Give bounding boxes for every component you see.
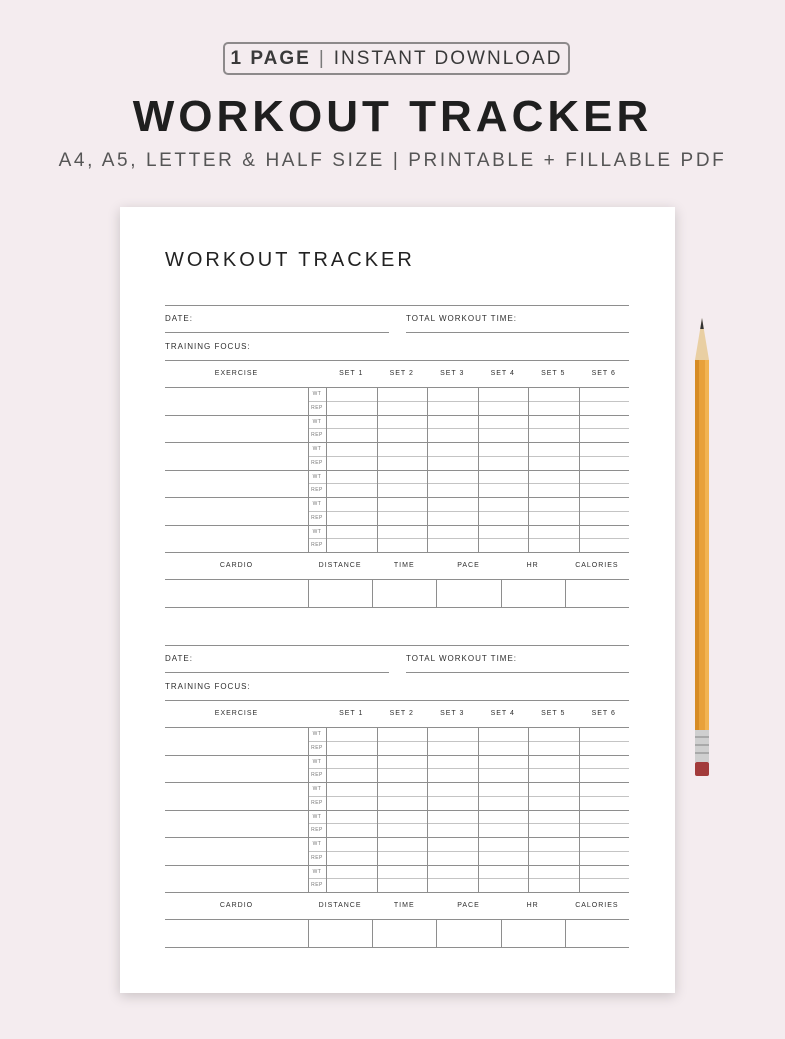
row-tag: WT (312, 418, 322, 425)
set-value-cell[interactable] (326, 755, 377, 769)
row-tag: REP (311, 827, 323, 834)
rule-line (165, 305, 629, 306)
set-value-cell[interactable] (377, 525, 428, 539)
column-divider (436, 579, 437, 607)
set-value-cell[interactable] (377, 851, 428, 865)
set-value-cell[interactable] (528, 456, 579, 470)
set-value-cell[interactable] (478, 483, 529, 497)
set-column-header: SET 5 (541, 710, 566, 717)
cardio-metric-header: PACE (457, 562, 480, 569)
set-value-cell[interactable] (377, 727, 428, 741)
set-value-cell[interactable] (377, 741, 428, 755)
set-value-cell[interactable] (427, 497, 478, 511)
set-value-cell[interactable] (377, 837, 428, 851)
set-value-cell[interactable] (579, 782, 630, 796)
rule-line (165, 700, 629, 701)
date-label: DATE: (165, 314, 193, 323)
set-column-header: SET 3 (440, 710, 465, 717)
set-column-header: SET 2 (389, 710, 414, 717)
set-column-header: SET 1 (339, 370, 364, 377)
set-value-cell[interactable] (478, 782, 529, 796)
column-divider (326, 387, 327, 552)
set-value-cell[interactable] (427, 442, 478, 456)
set-value-cell[interactable] (326, 483, 377, 497)
row-tag: WT (312, 473, 322, 480)
row-tag: WT (312, 868, 322, 875)
banner-title: WORKOUT TRACKER (132, 92, 653, 141)
set-value-cell[interactable] (377, 768, 428, 782)
set-value-cell[interactable] (478, 741, 529, 755)
cardio-metric-header: TIME (393, 562, 415, 569)
exercise-name-field[interactable] (165, 755, 308, 783)
set-value-cell[interactable] (528, 497, 579, 511)
set-value-cell[interactable] (478, 456, 529, 470)
set-column-header: SET 6 (591, 370, 616, 377)
set-column-header: SET 5 (541, 370, 566, 377)
set-value-cell[interactable] (528, 415, 579, 429)
rule-line (165, 672, 389, 673)
set-value-cell[interactable] (478, 851, 529, 865)
set-value-cell[interactable] (478, 865, 529, 879)
exercise-name-field[interactable] (165, 415, 308, 443)
exercise-column-header: EXERCISE (214, 370, 259, 377)
set-value-cell[interactable] (377, 782, 428, 796)
set-value-cell[interactable] (427, 823, 478, 837)
column-divider (528, 387, 529, 552)
set-value-cell[interactable] (478, 768, 529, 782)
set-value-cell[interactable] (326, 810, 377, 824)
set-value-cell[interactable] (478, 755, 529, 769)
set-value-cell[interactable] (377, 483, 428, 497)
set-value-cell[interactable] (579, 768, 630, 782)
set-value-cell[interactable] (478, 878, 529, 892)
set-value-cell[interactable] (326, 470, 377, 484)
cardio-value-cell[interactable] (565, 919, 629, 947)
set-value-cell[interactable] (528, 865, 579, 879)
exercise-name-field[interactable] (165, 387, 308, 415)
set-value-cell[interactable] (326, 782, 377, 796)
set-value-cell[interactable] (326, 401, 377, 415)
set-value-cell[interactable] (377, 810, 428, 824)
set-value-cell[interactable] (427, 851, 478, 865)
column-divider (528, 727, 529, 892)
row-tag: WT (312, 841, 322, 847)
set-column-header: SET 4 (490, 370, 515, 377)
set-value-cell[interactable] (528, 387, 579, 401)
set-value-cell[interactable] (326, 442, 377, 456)
set-value-cell[interactable] (478, 538, 529, 552)
set-value-cell[interactable] (377, 823, 428, 837)
cardio-value-cell[interactable] (501, 579, 565, 607)
set-value-cell[interactable] (579, 456, 630, 470)
set-column-header: SET 1 (339, 710, 364, 717)
column-divider (377, 387, 378, 552)
set-value-cell[interactable] (528, 823, 579, 837)
row-tag: REP (311, 854, 323, 861)
cardio-column-header: CARDIO (219, 562, 254, 569)
set-value-cell[interactable] (579, 470, 630, 484)
set-value-cell[interactable] (528, 755, 579, 769)
column-divider (579, 727, 580, 892)
set-value-cell[interactable] (579, 497, 630, 511)
set-value-cell[interactable] (579, 865, 630, 879)
cardio-value-cell[interactable] (308, 919, 372, 947)
set-value-cell[interactable] (377, 387, 428, 401)
set-value-cell[interactable] (579, 483, 630, 497)
set-value-cell[interactable] (478, 497, 529, 511)
row-tag: WT (312, 446, 322, 452)
set-value-cell[interactable] (478, 796, 529, 810)
set-value-cell[interactable] (377, 796, 428, 810)
column-divider (565, 579, 566, 607)
set-column-header: SET 4 (490, 710, 515, 717)
column-divider (377, 727, 378, 892)
exercise-column-header: EXERCISE (214, 710, 259, 717)
set-value-cell[interactable] (528, 782, 579, 796)
set-value-cell[interactable] (326, 497, 377, 511)
cardio-metric-header: CALORIES (575, 902, 619, 909)
set-value-cell[interactable] (427, 470, 478, 484)
set-value-cell[interactable] (579, 415, 630, 429)
set-value-cell[interactable] (427, 538, 478, 552)
set-value-cell[interactable] (579, 851, 630, 865)
set-value-cell[interactable] (326, 796, 377, 810)
set-value-cell[interactable] (326, 428, 377, 442)
set-value-cell[interactable] (528, 837, 579, 851)
set-value-cell[interactable] (478, 810, 529, 824)
cardio-value-cell[interactable] (565, 579, 629, 607)
set-value-cell[interactable] (427, 456, 478, 470)
set-value-cell[interactable] (528, 538, 579, 552)
set-value-cell[interactable] (528, 796, 579, 810)
exercise-name-field[interactable] (165, 497, 308, 525)
column-divider (308, 387, 309, 552)
set-value-cell[interactable] (377, 538, 428, 552)
rule-line (165, 919, 629, 920)
date-label: DATE: (165, 654, 193, 663)
set-value-cell[interactable] (326, 456, 377, 470)
column-divider (308, 579, 309, 607)
exercise-name-field[interactable] (165, 470, 308, 498)
rule-line (165, 892, 629, 893)
set-value-cell[interactable] (427, 865, 478, 879)
product-badge (223, 42, 570, 75)
rule-line (165, 332, 389, 333)
row-tag: REP (311, 542, 323, 549)
row-tag: REP (311, 882, 323, 889)
column-divider (501, 579, 502, 607)
set-value-cell[interactable] (427, 810, 478, 824)
set-value-cell[interactable] (579, 401, 630, 415)
row-tag: WT (312, 731, 322, 737)
set-value-cell[interactable] (579, 538, 630, 552)
column-divider (436, 919, 437, 947)
row-tag: REP (311, 799, 323, 806)
badge-separator: | (318, 47, 326, 69)
set-value-cell[interactable] (377, 456, 428, 470)
training-focus-label: TRAINING FOCUS: (165, 342, 251, 351)
set-value-cell[interactable] (427, 755, 478, 769)
set-column-header: SET 2 (389, 370, 414, 377)
set-value-cell[interactable] (478, 470, 529, 484)
set-value-cell[interactable] (528, 851, 579, 865)
row-tag: WT (312, 813, 322, 820)
set-value-cell[interactable] (478, 823, 529, 837)
exercise-name-field[interactable] (165, 837, 308, 865)
column-divider (478, 387, 479, 552)
tracker-sheet (120, 207, 675, 993)
badge-pages: 1 PAGE (230, 47, 311, 69)
set-value-cell[interactable] (579, 837, 630, 851)
set-value-cell[interactable] (427, 387, 478, 401)
set-value-cell[interactable] (528, 768, 579, 782)
set-value-cell[interactable] (478, 837, 529, 851)
set-value-cell[interactable] (377, 470, 428, 484)
set-value-cell[interactable] (579, 511, 630, 525)
cardio-metric-header: HR (526, 902, 539, 909)
set-value-cell[interactable] (579, 823, 630, 837)
set-value-cell[interactable] (579, 755, 630, 769)
set-value-cell[interactable] (326, 768, 377, 782)
set-value-cell[interactable] (427, 741, 478, 755)
set-value-cell[interactable] (579, 727, 630, 741)
row-tag: WT (312, 758, 322, 765)
column-divider (427, 387, 428, 552)
set-value-cell[interactable] (326, 538, 377, 552)
set-value-cell[interactable] (579, 878, 630, 892)
set-value-cell[interactable] (326, 851, 377, 865)
set-value-cell[interactable] (427, 415, 478, 429)
set-value-cell[interactable] (377, 511, 428, 525)
row-tag: REP (311, 459, 323, 466)
total-workout-time-label: TOTAL WORKOUT TIME: (406, 314, 518, 323)
training-focus-label: TRAINING FOCUS: (165, 682, 251, 691)
set-value-cell[interactable] (528, 525, 579, 539)
set-value-cell[interactable] (528, 741, 579, 755)
exercise-name-field[interactable] (165, 810, 308, 838)
set-value-cell[interactable] (478, 428, 529, 442)
set-value-cell[interactable] (478, 511, 529, 525)
set-value-cell[interactable] (326, 387, 377, 401)
set-value-cell[interactable] (579, 796, 630, 810)
set-value-cell[interactable] (528, 810, 579, 824)
rule-line (165, 552, 629, 553)
cardio-value-cell[interactable] (501, 919, 565, 947)
cardio-value-cell[interactable] (436, 579, 500, 607)
cardio-activity-field[interactable] (165, 579, 308, 607)
exercise-name-field[interactable] (165, 727, 308, 755)
column-divider (478, 727, 479, 892)
cardio-value-cell[interactable] (436, 919, 500, 947)
column-divider (308, 919, 309, 947)
set-value-cell[interactable] (377, 442, 428, 456)
set-value-cell[interactable] (579, 810, 630, 824)
badge-download: INSTANT DOWNLOAD (333, 47, 563, 69)
cardio-metric-header: DISTANCE (318, 562, 362, 569)
set-value-cell[interactable] (326, 741, 377, 755)
set-value-cell[interactable] (377, 755, 428, 769)
set-value-cell[interactable] (377, 415, 428, 429)
set-value-cell[interactable] (528, 727, 579, 741)
training-focus-field[interactable] (261, 675, 629, 699)
set-column-header: SET 3 (440, 370, 465, 377)
set-value-cell[interactable] (377, 497, 428, 511)
column-divider (501, 919, 502, 947)
set-value-cell[interactable] (377, 865, 428, 879)
total-workout-time-label: TOTAL WORKOUT TIME: (406, 654, 518, 663)
sheet-title: WORKOUT TRACKER (165, 249, 415, 271)
exercise-name-field[interactable] (165, 442, 308, 470)
column-divider (326, 727, 327, 892)
column-divider (565, 919, 566, 947)
set-value-cell[interactable] (427, 796, 478, 810)
row-tag: WT (312, 528, 322, 535)
set-value-cell[interactable] (528, 470, 579, 484)
set-value-cell[interactable] (326, 823, 377, 837)
set-value-cell[interactable] (427, 878, 478, 892)
set-value-cell[interactable] (377, 401, 428, 415)
set-value-cell[interactable] (478, 401, 529, 415)
set-value-cell[interactable] (478, 387, 529, 401)
set-value-cell[interactable] (478, 415, 529, 429)
pencil-icon (692, 318, 712, 778)
set-value-cell[interactable] (579, 741, 630, 755)
set-value-cell[interactable] (427, 525, 478, 539)
exercise-name-field[interactable] (165, 865, 308, 893)
row-tag: REP (311, 772, 323, 779)
row-tag: REP (311, 404, 323, 411)
set-value-cell[interactable] (478, 727, 529, 741)
set-value-cell[interactable] (427, 401, 478, 415)
rule-line (165, 645, 629, 646)
rule-line (165, 947, 629, 948)
set-value-cell[interactable] (377, 878, 428, 892)
cardio-value-cell[interactable] (372, 579, 436, 607)
set-value-cell[interactable] (427, 511, 478, 525)
set-value-cell[interactable] (326, 878, 377, 892)
set-value-cell[interactable] (326, 511, 377, 525)
set-value-cell[interactable] (427, 483, 478, 497)
column-divider (372, 579, 373, 607)
set-value-cell[interactable] (528, 483, 579, 497)
column-divider (427, 727, 428, 892)
set-value-cell[interactable] (528, 401, 579, 415)
cardio-activity-field[interactable] (165, 919, 308, 947)
set-value-cell[interactable] (326, 525, 377, 539)
set-value-cell[interactable] (326, 837, 377, 851)
set-value-cell[interactable] (377, 428, 428, 442)
set-value-cell[interactable] (478, 442, 529, 456)
date-field[interactable] (197, 647, 387, 671)
total-workout-time-field[interactable] (525, 307, 629, 331)
cardio-metric-header: TIME (393, 902, 415, 909)
set-value-cell[interactable] (528, 511, 579, 525)
set-value-cell[interactable] (427, 727, 478, 741)
cardio-column-header: CARDIO (219, 902, 254, 909)
rule-line (165, 607, 629, 608)
date-field[interactable] (197, 307, 387, 331)
cardio-metric-header: CALORIES (575, 562, 619, 569)
rule-line (165, 360, 629, 361)
set-value-cell[interactable] (579, 525, 630, 539)
set-value-cell[interactable] (326, 727, 377, 741)
exercise-name-field[interactable] (165, 525, 308, 553)
set-value-cell[interactable] (427, 768, 478, 782)
total-workout-time-field[interactable] (525, 647, 629, 671)
set-value-cell[interactable] (579, 442, 630, 456)
set-value-cell[interactable] (579, 428, 630, 442)
set-value-cell[interactable] (427, 782, 478, 796)
set-column-header: SET 6 (591, 710, 616, 717)
set-value-cell[interactable] (528, 442, 579, 456)
row-tag: WT (312, 391, 322, 397)
set-value-cell[interactable] (528, 878, 579, 892)
set-value-cell[interactable] (528, 428, 579, 442)
column-divider (579, 387, 580, 552)
set-value-cell[interactable] (427, 428, 478, 442)
set-value-cell[interactable] (478, 525, 529, 539)
cardio-metric-header: DISTANCE (318, 902, 362, 909)
exercise-name-field[interactable] (165, 782, 308, 810)
set-value-cell[interactable] (326, 865, 377, 879)
cardio-value-cell[interactable] (308, 579, 372, 607)
row-tag: REP (311, 432, 323, 439)
row-tag: WT (312, 501, 322, 507)
column-divider (308, 727, 309, 892)
rule-line (406, 332, 629, 333)
row-tag: REP (311, 514, 323, 521)
cardio-metric-header: PACE (457, 902, 480, 909)
training-focus-field[interactable] (261, 335, 629, 359)
rule-line (165, 579, 629, 580)
banner-subtitle: A4, A5, LETTER & HALF SIZE | PRINTABLE + FILLABLE PDF (58, 150, 727, 171)
cardio-value-cell[interactable] (372, 919, 436, 947)
cardio-metric-header: HR (526, 562, 539, 569)
column-divider (372, 919, 373, 947)
set-value-cell[interactable] (579, 387, 630, 401)
row-tag: WT (312, 786, 322, 792)
rule-line (406, 672, 629, 673)
row-tag: REP (311, 744, 323, 751)
row-tag: REP (311, 487, 323, 494)
set-value-cell[interactable] (326, 415, 377, 429)
set-value-cell[interactable] (427, 837, 478, 851)
